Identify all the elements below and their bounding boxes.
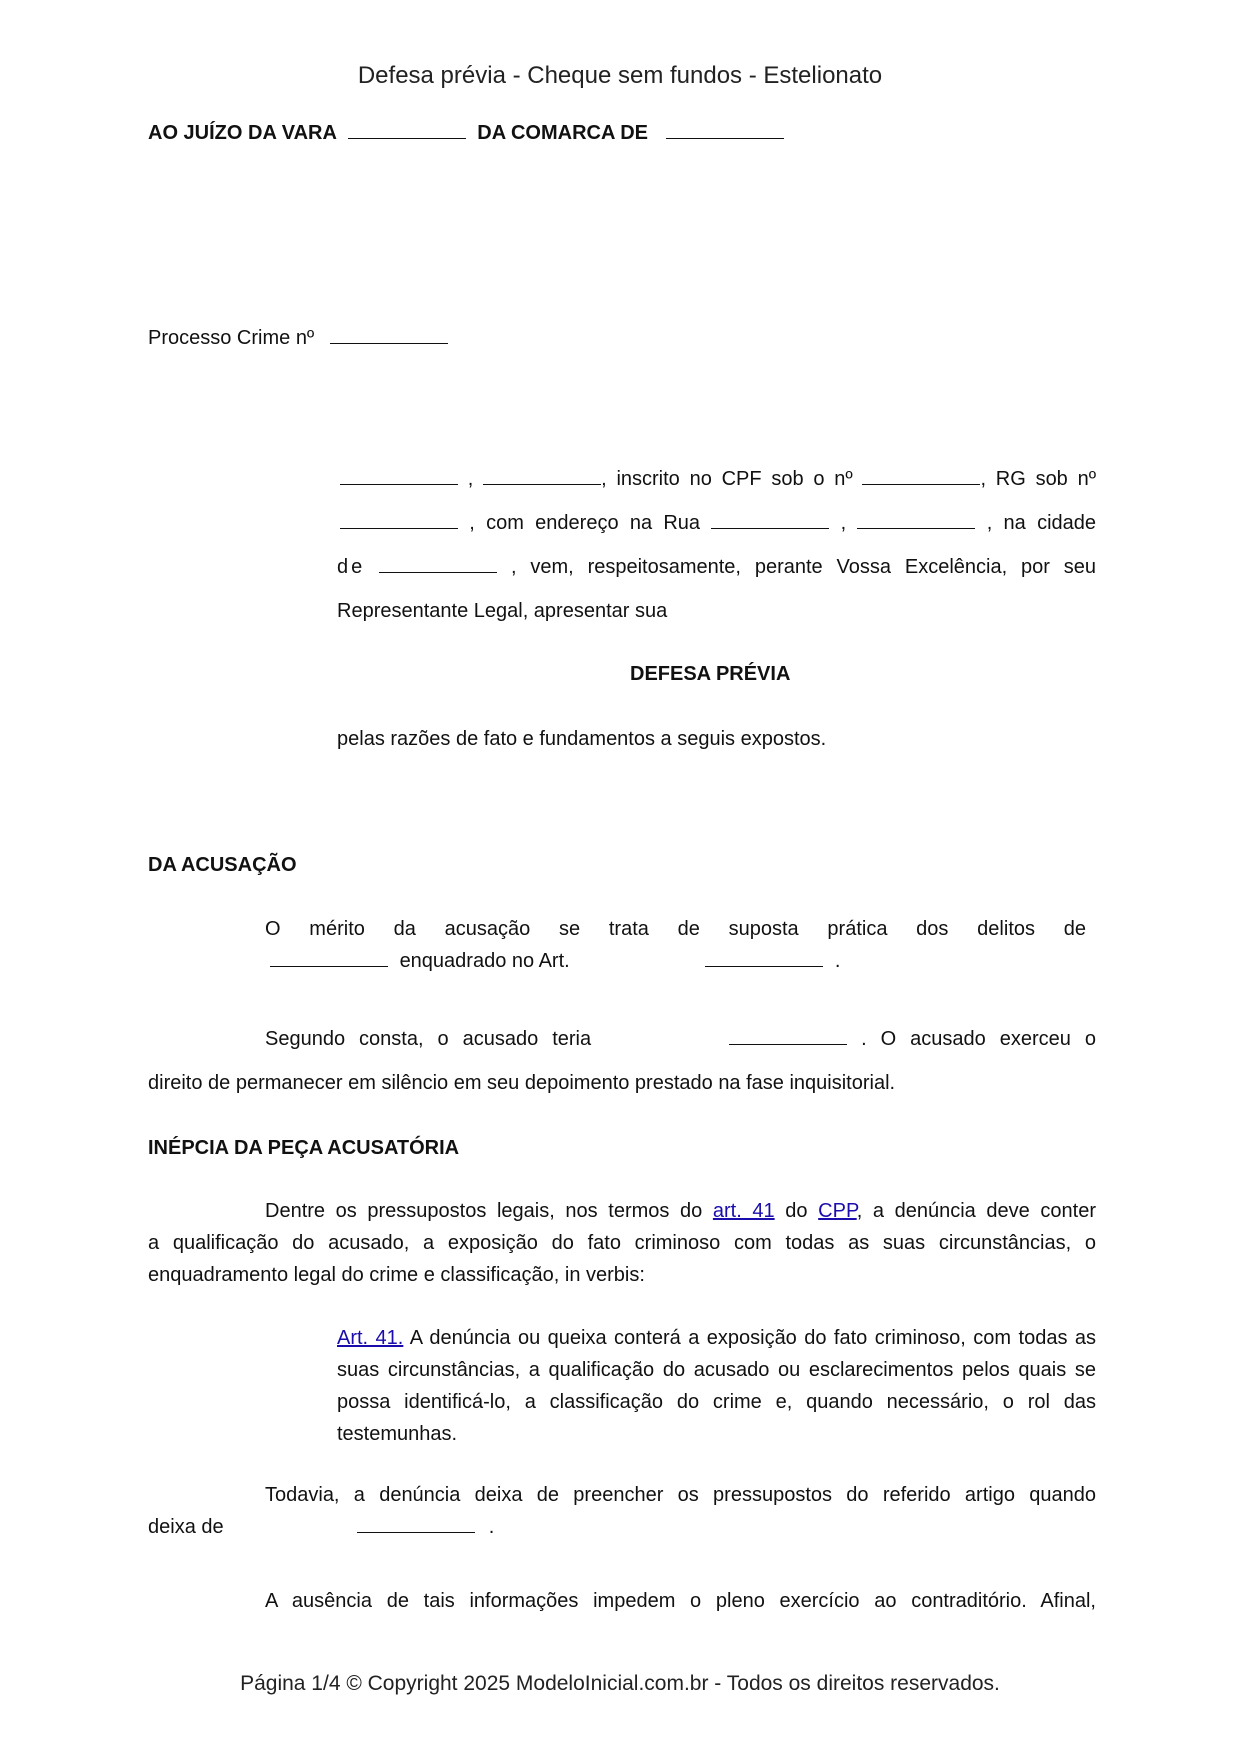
petition-title: DEFESA PRÉVIA (630, 663, 791, 685)
accusation-p2-line-2: direito de permanecer em silêncio em seu depoimento prestado na fase inquisitorial. (148, 1072, 896, 1094)
qualification-line-4: Representante Legal, apresentar sua (337, 600, 668, 622)
blank-field[interactable] (340, 527, 458, 529)
article-41-quote-text: A denúncia ou queixa conterá a exposição do fato criminoso, com todas as suas circunstâncias, a qualificação do acusado ou esclarecimentos pelos quais se possa identificá-lo, a classificação do crime e, quando necessário, o rol das testemunhas. (337, 1327, 1096, 1445)
accusation-p1-line-2: enquadrado no Art. . (270, 950, 840, 973)
blank-field[interactable] (729, 1043, 847, 1045)
blank-field[interactable] (483, 483, 601, 485)
section-heading-accusation: DA ACUSAÇÃO (148, 854, 297, 876)
article-41-quote (337, 1322, 1096, 1450)
inepcia-p2-line-1: Todavia, a denúncia deixa de preencher os pressupostos do referido artigo quando (265, 1484, 1096, 1506)
page-footer: Página 1/4 © Copyright 2025 ModeloInicial.com.br - Todos os direitos reservados. (240, 1672, 1000, 1695)
document-header-title: Defesa prévia - Cheque sem fundos - Estelionato (357, 62, 883, 89)
qualification-line-1: , , inscrito no CPF sob o nº , RG sob nº (340, 468, 1096, 491)
inepcia-p1-line-1: Dentre os pressupostos legais, nos termos do art. 41 do CPP, a denúncia deve conter (265, 1200, 1097, 1222)
blank-field[interactable] (666, 137, 784, 139)
cpp-link[interactable]: CPP (818, 1200, 857, 1222)
blank-field[interactable] (340, 483, 458, 485)
blank-field[interactable] (379, 571, 497, 573)
qualification-line-3: de , vem, respeitosamente, perante Vossa Excelência, por seu (337, 556, 1096, 578)
blank-field[interactable] (270, 965, 388, 967)
process-label: Processo Crime nº (148, 327, 315, 349)
section-heading-inepcia: INÉPCIA DA PEÇA ACUSATÓRIA (148, 1137, 460, 1159)
blank-field[interactable] (857, 527, 975, 529)
art-41-quote-link[interactable]: Art. 41. (337, 1327, 404, 1349)
accusation-p2-line-1: Segundo consta, o acusado teria . O acusado exerceu o (265, 1028, 1096, 1050)
blank-field[interactable] (711, 527, 829, 529)
qualification-line-2: , com endereço na Rua , , na cidade (340, 512, 1096, 535)
court-address-part2: DA COMARCA DE (477, 122, 649, 144)
court-address-part1: AO JUÍZO DA VARA (148, 122, 337, 144)
blank-field[interactable] (330, 342, 448, 344)
inepcia-p1-line-3: enquadramento legal do crime e classificação, in verbis: (148, 1264, 645, 1286)
process-number (148, 327, 448, 350)
inepcia-p3-line-1: A ausência de tais informações impedem o pleno exercício ao contraditório. Afinal, (265, 1590, 1096, 1612)
reasons-text: pelas razões de fato e fundamentos a seguis expostos. (337, 728, 827, 750)
blank-field[interactable] (357, 1531, 475, 1533)
art-41-link[interactable]: art. 41 (712, 1200, 775, 1222)
blank-field[interactable] (348, 137, 466, 139)
accusation-p1-line-1: O mérito da acusação se trata de suposta prática dos delitos de (265, 918, 1086, 940)
blank-field[interactable] (862, 483, 980, 485)
blank-field[interactable] (705, 965, 823, 967)
inepcia-p2-line-2: deixa de . (148, 1516, 495, 1538)
inepcia-p1-line-2: a qualificação do acusado, a exposição do fato criminoso com todas as suas circunstâncias, o (148, 1232, 1096, 1254)
court-address (148, 122, 784, 145)
